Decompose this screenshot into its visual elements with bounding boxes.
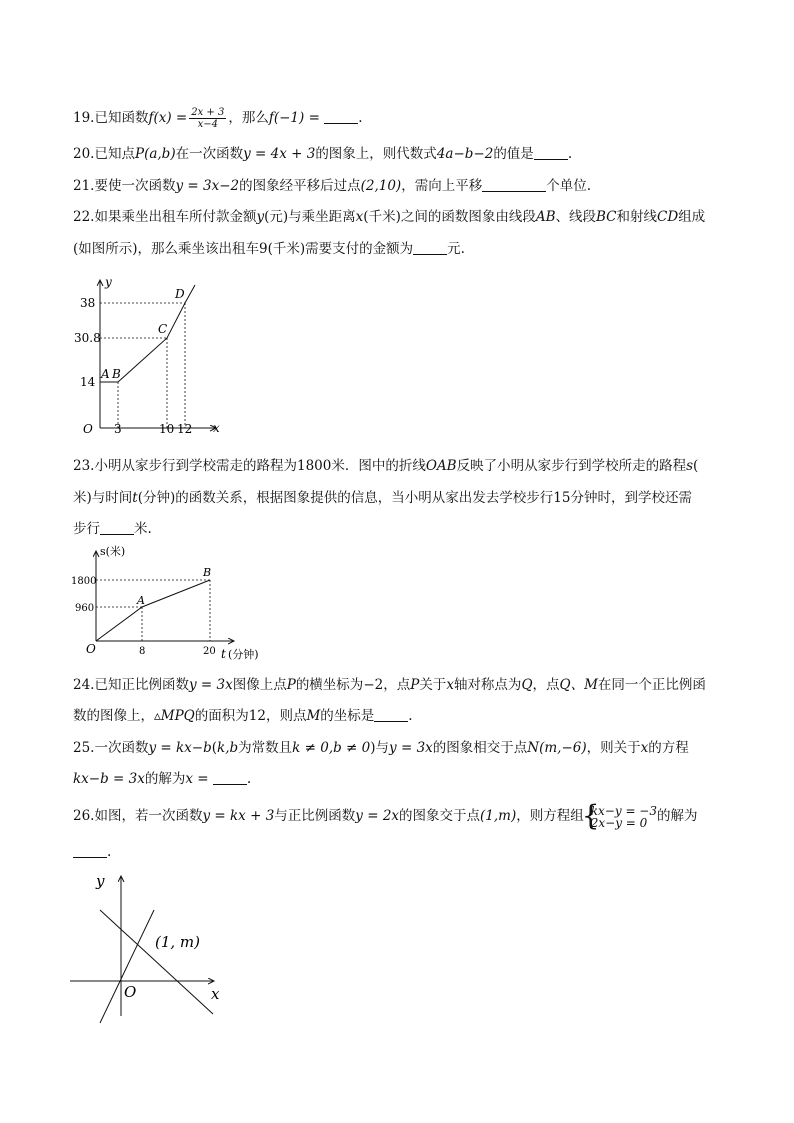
- q24-text-h: 在同一个正比例函: [597, 677, 706, 693]
- fig22-origin: O: [83, 422, 93, 436]
- question-24-line2: [73, 701, 413, 731]
- q26-text-c: 的图象交于点: [399, 808, 481, 824]
- q25-text-e: 的图象相交于点: [432, 740, 528, 756]
- q24-end: .: [408, 708, 413, 724]
- q24-text-b: 图像上点: [232, 677, 287, 693]
- fig26-line-y-2x: [100, 910, 154, 1023]
- q25-end: .: [246, 771, 252, 787]
- q23-15: 15: [553, 490, 571, 506]
- fig23-xtick-8: 8: [139, 646, 146, 657]
- q24-answer-blank[interactable]: [374, 707, 408, 722]
- q24-m: M: [306, 708, 321, 724]
- q21-answer-blank[interactable]: [482, 177, 546, 192]
- question-22-line1: [73, 202, 705, 232]
- fig23-x-unit: (分钟): [228, 648, 259, 661]
- q25-equation: kx−b = 3x: [73, 771, 145, 787]
- q25-text-a: 25.一次函数: [73, 740, 149, 756]
- fig22-point-d: D: [175, 287, 185, 301]
- q21-text-c: ，需向上平移: [401, 178, 483, 194]
- q23-text-c: 反映了小明从家步行到学校所走的路程: [456, 458, 687, 474]
- q21-function: y = 3x−2: [175, 178, 240, 194]
- q24-q: Q: [521, 677, 533, 693]
- q24-function: y = 3x: [188, 677, 233, 693]
- q22-text-d: 、线段: [555, 209, 597, 225]
- q23-text-b: 米．图中的折线: [331, 458, 426, 474]
- q19-fx: f(x) =: [148, 110, 188, 126]
- q22-text-f: 组成: [678, 209, 706, 225]
- figure-22-taxi-fare-graph: [74, 270, 234, 440]
- fig23-ytick-960: 960: [75, 603, 95, 614]
- fig22-point-c: C: [158, 322, 168, 336]
- q24-text-c: 的横坐标为: [295, 677, 364, 693]
- q19-answer-blank[interactable]: [324, 109, 358, 124]
- q25-text-b: (: [211, 740, 218, 756]
- q25-text-f: ，则关于: [586, 740, 641, 756]
- q26-point: (1,m): [480, 808, 517, 824]
- q22-answer-blank[interactable]: [413, 240, 447, 255]
- fig26-x-label: x: [211, 985, 220, 1003]
- q26-function2: y = 2x: [355, 808, 400, 824]
- fig22-y-label: y: [105, 275, 112, 289]
- q20-expr: 4a−b−2: [436, 146, 494, 162]
- q19-f-neg1: f(−1) =: [268, 110, 320, 126]
- q26-eq1: kx−y = −3: [590, 803, 657, 818]
- q24-text-f: 轴对称点为: [453, 677, 522, 693]
- q25-x: x: [640, 740, 649, 756]
- fig23-y-label: s(米): [100, 545, 126, 558]
- q23-s: s: [686, 458, 694, 474]
- q20-text-c: 的图象上，则代数式: [315, 146, 437, 162]
- q20-end: .: [567, 146, 573, 162]
- fig23-ytick-1800: 1800: [71, 576, 97, 587]
- q22-y: y: [256, 209, 265, 225]
- q22-cd: CD: [657, 209, 679, 225]
- fig26-intersection-label: (1, m): [155, 933, 201, 951]
- q24-text-a: 24.已知正比例函数: [73, 677, 189, 693]
- fig22-xtick-12: 12: [177, 422, 193, 436]
- q26-answer-blank[interactable]: [73, 843, 107, 858]
- q23-1800: 1800: [296, 458, 332, 474]
- q26-equation-system: [581, 798, 657, 832]
- question-19: [73, 103, 362, 133]
- q25-function: y = kx−b: [148, 740, 212, 756]
- q25-x-eq: x =: [185, 771, 209, 787]
- q19-text: 19.已知函数: [73, 110, 149, 126]
- question-20: [73, 139, 572, 169]
- q23-answer-blank[interactable]: [100, 520, 134, 535]
- question-24-line1: [73, 670, 706, 700]
- q26-text-b: 与正比例函数: [274, 808, 356, 824]
- q21-text-a: 21.要使一次函数: [73, 178, 176, 194]
- q24-p2: P: [410, 677, 420, 693]
- q24-12: 12: [248, 708, 266, 724]
- figure-26-intersection-graph: [70, 868, 230, 1028]
- q24-triangle: ▵MPQ: [154, 708, 195, 724]
- q26-brace: {: [581, 798, 600, 832]
- q22-text-g: (如图所示)，那么乘坐该出租车9(千米)需要支付的金额为: [73, 241, 414, 257]
- q23-text-i: 米.: [134, 521, 152, 537]
- q22-x: x: [355, 209, 364, 225]
- q20-text-b: 在一次函数: [175, 146, 244, 162]
- q25-condition: k ≠ 0,b ≠ 0: [292, 740, 371, 756]
- fig23-point-a: A: [137, 594, 145, 607]
- q24-neg2: −2: [363, 677, 384, 693]
- fig22-point-a: A: [101, 367, 110, 381]
- q24-text-l: 的坐标是: [320, 708, 375, 724]
- q25-answer-blank[interactable]: [213, 770, 247, 785]
- q20-answer-blank[interactable]: [534, 145, 568, 160]
- question-23-line3: [73, 514, 152, 544]
- q19-end: .: [358, 110, 363, 126]
- fig22-x-label: x: [213, 421, 220, 435]
- q26-end: .: [107, 844, 112, 860]
- q23-text-h: 步行: [73, 521, 100, 537]
- q23-text-a: 23.小明从家步行到学校需走的路程为: [73, 458, 297, 474]
- q25-text-d: )与: [370, 740, 390, 756]
- fig22-ytick-38: 38: [80, 296, 96, 310]
- fig22-point-b: B: [112, 367, 121, 381]
- q23-t: t: [132, 490, 138, 506]
- q23-oab: OAB: [425, 458, 457, 474]
- q26-function: y = kx + 3: [202, 808, 275, 824]
- fig23-xtick-20: 20: [203, 646, 216, 657]
- q19-frac-den: x−4: [197, 119, 218, 130]
- q26-text-e: 的解为: [657, 808, 698, 824]
- q22-text-c: (千米)之间的函数图象由线段: [363, 209, 536, 225]
- q23-text-e: 米)与时间: [73, 490, 133, 506]
- question-23-line2: [73, 483, 692, 513]
- fig26-y-label: y: [96, 872, 105, 890]
- q20-text-d: 的值是: [493, 146, 534, 162]
- q21-point: (2,10): [360, 178, 402, 194]
- q26-text-a: 26.如图，若一次函数: [73, 808, 203, 824]
- question-23-line1: [73, 451, 698, 481]
- fig23-x-label: t: [221, 647, 226, 661]
- q21-text-d: 个单位.: [546, 178, 591, 194]
- q25-kb: k,b: [217, 740, 239, 756]
- q20-function: y = 4x + 3: [243, 146, 316, 162]
- q21-text-b: 的图象经平移后过点: [239, 178, 361, 194]
- fig23-route-line: [96, 580, 210, 641]
- q22-text-h: 元.: [447, 241, 465, 257]
- fig22-xtick-3: 3: [114, 422, 122, 436]
- q22-bc: BC: [596, 209, 617, 225]
- question-26-line2: [73, 837, 111, 867]
- figure-23-distance-time-graph: [70, 543, 270, 665]
- q25-function2: y = 3x: [389, 740, 433, 756]
- q22-text-a: 22.如果乘坐出租车所付款金额: [73, 209, 257, 225]
- fig26-line-y-kx-3: [100, 910, 213, 1014]
- question-22-line2: [73, 234, 465, 264]
- q24-x: x: [446, 677, 454, 693]
- q22-text-b: (元)与乘坐距离: [264, 209, 356, 225]
- q24-text-d: ，点: [383, 677, 411, 693]
- fig26-origin: O: [124, 983, 137, 1001]
- q26-text-d: ，则方程组: [516, 808, 584, 824]
- question-21: [73, 171, 591, 201]
- q25-point: N(m,−6): [527, 740, 587, 756]
- q24-p: P: [286, 677, 296, 693]
- q24-text-k: ，则点: [265, 708, 307, 724]
- fig23-origin: O: [86, 642, 96, 656]
- q19-fraction: [189, 107, 226, 130]
- question-26-line1: [73, 798, 698, 832]
- q23-text-f: (分钟)的函数关系，根据图象提供的信息，当小明从家出发去学校步行: [137, 490, 554, 506]
- q25-text-g: 的方程: [648, 740, 689, 756]
- q24-text-e: 关于: [419, 677, 447, 693]
- q23-text-g: 分钟时，到学校还需: [570, 490, 692, 506]
- q26-eq2: 2x−y = 0: [590, 815, 648, 830]
- fig22-xtick-10: 10: [159, 422, 175, 436]
- q24-text-j: 的面积为: [194, 708, 249, 724]
- question-25-line1: [73, 733, 689, 763]
- q24-text-i: 数的图像上，: [73, 708, 154, 724]
- q24-text-g: ，点: [532, 677, 560, 693]
- fig22-ytick-30-8: 30.8: [74, 331, 101, 345]
- fig22-ytick-14: 14: [80, 375, 96, 389]
- q22-ab: AB: [535, 209, 556, 225]
- q25-text-h: 的解为: [144, 771, 186, 787]
- q24-qm: Q、M: [559, 677, 598, 693]
- question-25-line2: [73, 764, 251, 794]
- q19-text-b: ，那么: [228, 110, 269, 126]
- fig23-point-b: B: [203, 566, 212, 579]
- q22-text-e: 和射线: [616, 209, 658, 225]
- q20-text-a: 20.已知点: [73, 146, 135, 162]
- q23-text-d: (: [693, 458, 699, 474]
- q19-frac-num: 2x + 3: [191, 107, 225, 118]
- q20-point: P(a,b): [134, 146, 176, 162]
- q25-text-c: 为常数且: [238, 740, 293, 756]
